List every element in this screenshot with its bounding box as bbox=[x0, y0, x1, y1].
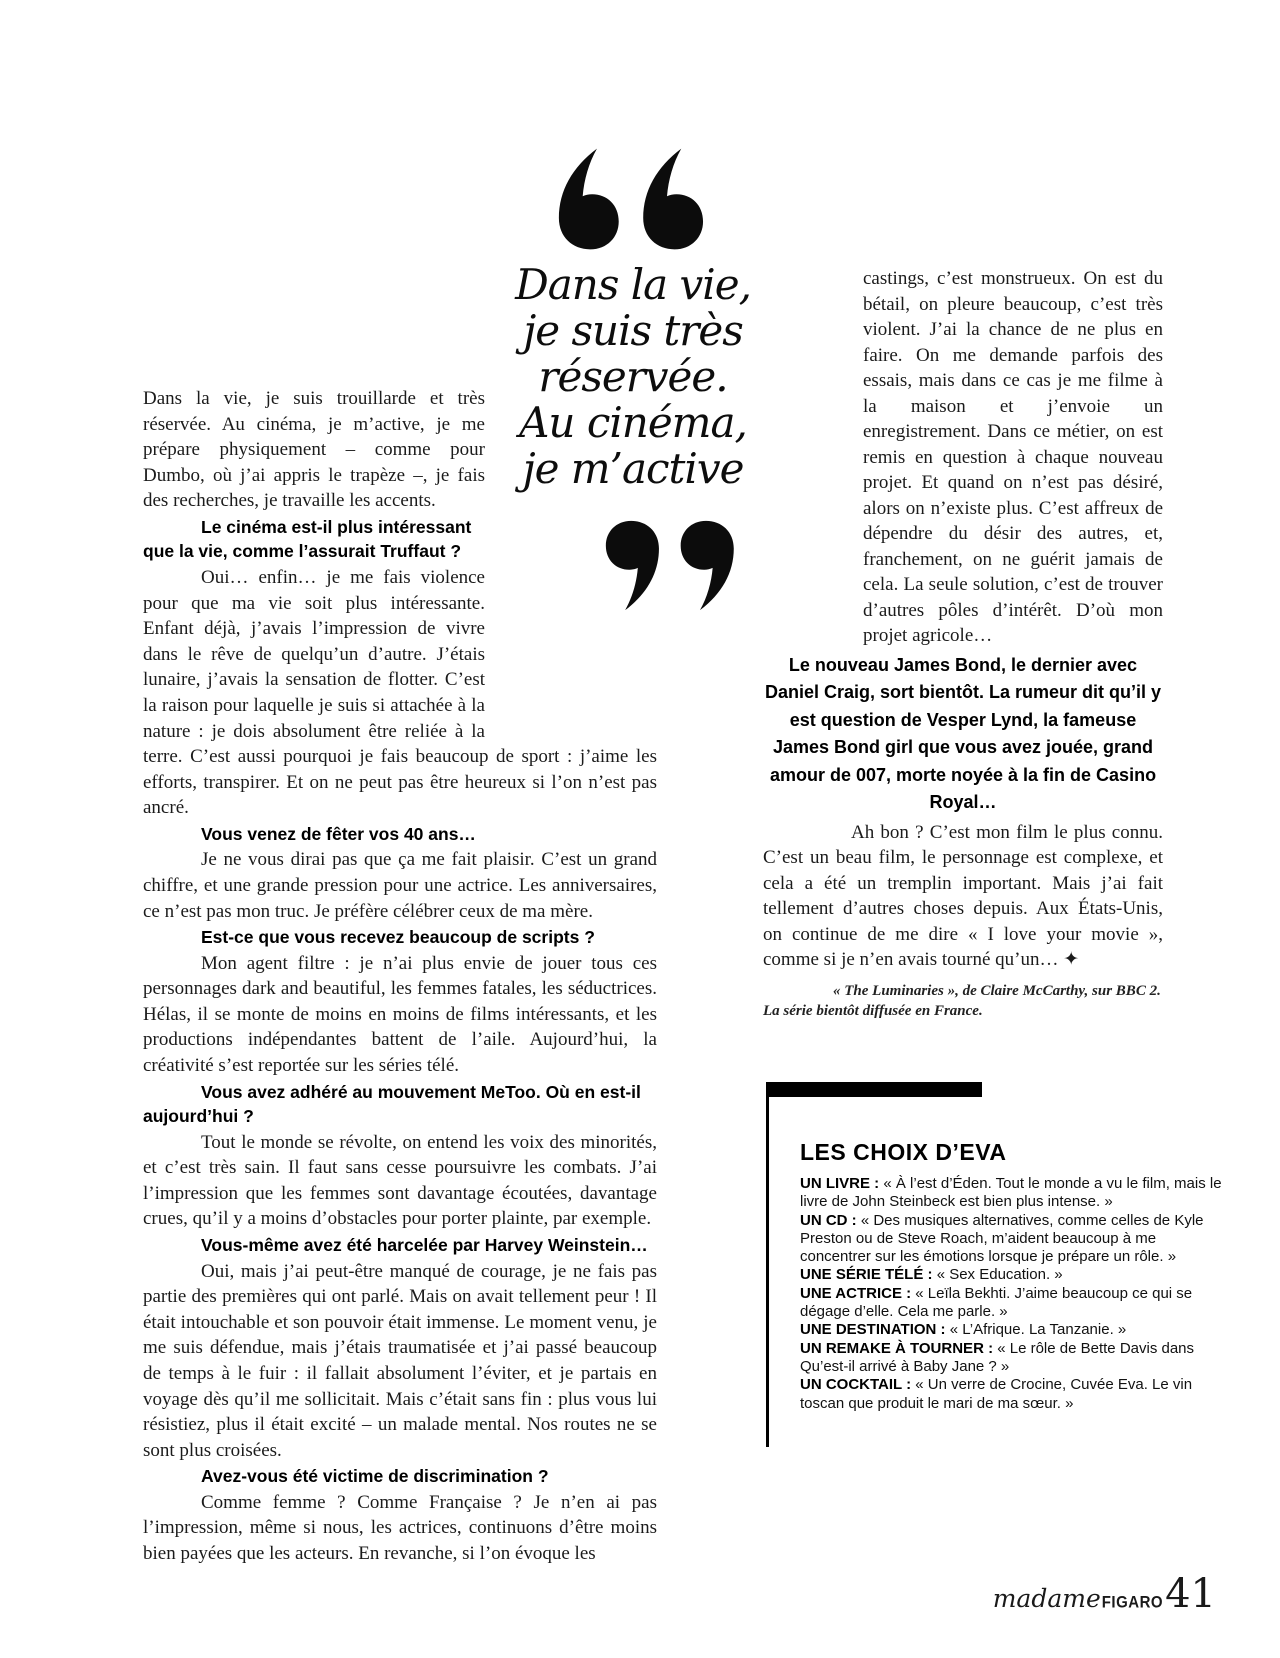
page-footer: madame FIGARO 41 bbox=[992, 1571, 1216, 1617]
magazine-logo-figaro: FIGARO bbox=[1101, 1593, 1164, 1612]
choice-text: « À l’est d’Éden. Tout le monde a vu le film, mais le livre de John Steinbeck est bien plus intense. » bbox=[800, 1175, 1222, 1211]
answer-paragraph: Comme femme ? Comme Française ? Je n’en ai pas l’impression, même si nous, les actrices, continuons d’être moins bien payées que les acteurs. En revanche, si l’on évoque les bbox=[143, 1491, 657, 1564]
pull-quote-line: réservée. bbox=[538, 352, 728, 401]
pull-quote-line: Dans la vie, bbox=[515, 260, 751, 309]
question-paragraph: Vous venez de fêter vos 40 ans… bbox=[201, 823, 476, 844]
open-quote-icon bbox=[554, 148, 712, 250]
choice-item bbox=[800, 1266, 1230, 1284]
choice-item bbox=[800, 1285, 1230, 1322]
choice-text: « L’Afrique. La Tanzanie. » bbox=[949, 1321, 1127, 1339]
choice-label: UN CD : bbox=[800, 1211, 857, 1229]
interview-right-column bbox=[763, 266, 1163, 1021]
answer-paragraph: Je ne vous dirai pas que ça me fait plaisir. C’est un grand chiffre, et une grande pression pour une actrice. Les anniversaires, ce n’est pas mon truc. Je préfère célébrer ceux de ma mère. bbox=[143, 849, 657, 922]
choice-text: « Leïla Bekhti. J’aime beaucoup ce qui se dégage d’elle. Cela me parle. » bbox=[800, 1284, 1193, 1321]
choices-list bbox=[800, 1175, 1230, 1413]
choice-label: UN LIVRE : bbox=[800, 1175, 880, 1192]
text-wrap-spacer bbox=[485, 386, 657, 722]
answer-paragraph: Tout le monde se révolte, on entend les voix des minorités, et c’est très sain. Il faut sans cesse poursuivre les combats. J’ai l’impression que les femmes sont davantage écoutées, davantage crues, qu’il y a moins d’obstacles pour porter plainte, par exemple. bbox=[143, 1131, 657, 1230]
choice-label: UN REMAKE À TOURNER : bbox=[800, 1339, 994, 1357]
pull-quote-line: Au cinéma, bbox=[519, 398, 747, 447]
question-paragraph: Le cinéma est-il plus intéressant que la vie, comme l’assurait Truffaut ? bbox=[143, 516, 472, 562]
choices-box-top-bar bbox=[766, 1082, 982, 1097]
source-note: « The Luminaries », de Claire McCarthy, sur BBC 2. La série bientôt diffusée en France. bbox=[763, 982, 1161, 1019]
text-wrap-spacer bbox=[763, 266, 863, 628]
answer-paragraph: Dans la vie, je suis trouillarde et très réservée. Au cinéma, je m’active, je me prépare physiquement – comme pour Dumbo, où j’ai appris le trapèze –, je fais des recherches, je travaille les accents. bbox=[143, 388, 485, 512]
choice-label: UN COCKTAIL : bbox=[800, 1376, 912, 1394]
question-paragraph: Avez-vous été victime de discrimination ? bbox=[201, 1466, 549, 1487]
choice-text: « Un verre de Crocine, Cuvée Eva. Le vin toscan que produit le mari de ma sœur. » bbox=[800, 1376, 1193, 1412]
choices-box bbox=[766, 1082, 1230, 1447]
pull-quote-line: je suis très bbox=[523, 306, 743, 355]
question-paragraph: Vous avez adhéré au mouvement MeToo. Où en est-il aujourd’hui ? bbox=[143, 1081, 641, 1127]
choice-text: « Des musiques alternatives, comme celles de Kyle Preston ou de Steve Roach, m’aident beaucoup à me concentrer sur les émotions lorsque je prépare un rôle. » bbox=[800, 1211, 1204, 1266]
choice-label: UNE SÉRIE TÉLÉ : bbox=[800, 1266, 933, 1284]
question-paragraph: Est-ce que vous recevez beaucoup de scripts ? bbox=[201, 927, 595, 948]
choice-item bbox=[800, 1376, 1230, 1413]
pull-quote-line: je m’active bbox=[522, 444, 744, 493]
choice-text: « Le rôle de Bette Davis dans Qu’est-il arrivé à Baby Jane ? » bbox=[800, 1339, 1195, 1375]
answer-paragraph: castings, c’est monstrueux. On est du bétail, on pleure beaucoup, c’est très violent. J’ai la chance de ne plus en faire. On me demande parfois des essais, mais dans ce cas je me filme à la maison et j’envoie un enregistrement. Dans ce métier, on est remis en question à chaque nouveau projet. Et quand on n’est pas désiré, alors on n’existe plus. C’est affreux de dépendre du désir des autres, et, franchement, on ne guérit jamais de cela. La seule solution, c’est de trouver d’autres pôles d’intérêt. D’où mon projet agricole… bbox=[863, 268, 1163, 646]
magazine-logo-madame: madame bbox=[992, 1584, 1101, 1613]
choice-item bbox=[800, 1340, 1230, 1377]
answer-paragraph: Mon agent filtre : je n’ai plus envie de jouer tous ces personnages dark and beautiful, les femmes fatales, les séductrices. Hélas, il se monte de moins en moins de films intéressants, et les productions indépendantes battent de l’aile. Aujourd’hui, la créativité s’est reportée sur les séries télé. bbox=[143, 952, 657, 1077]
answer-paragraph: Ah bon ? C’est mon film le plus connu. C’est un beau film, le personnage est complexe, et cela a été un tremplin important. Mais j’ai fait tellement d’autres choses depuis. Aux États-Unis, on continue de me dire « I love your movie », comme si je n’en avais tourné qu’un… ✦ bbox=[763, 821, 1163, 970]
choice-item bbox=[800, 1321, 1230, 1339]
choices-box-title: LES CHOIX D’EVA bbox=[800, 1139, 1007, 1165]
answer-paragraph: Oui, mais j’ai peut-être manqué de courage, je ne fais pas partie des premières qui ont parlé. Mais on avait tellement peur ! Il était intouchable et son pouvoir était immense. Le moment venu, je me suis défendue, mais j’étais traumatisée et j’ai passé beaucoup de temps à le fuir : il fallait absolument l’éviter, et je partais en voyage dès qu’il me sollicitait. Mais c’était sans fin : plus vous lui résistiez, plus il était excité – un malade mental. Nos routes ne se sont plus croisées. bbox=[143, 1260, 657, 1461]
choice-label: UNE ACTRICE : bbox=[800, 1284, 912, 1302]
answer-paragraph: Oui… enfin… je me fais violence pour que ma vie soit plus intéressante. Enfant déjà, j’avais l’impression de vivre dans le rêve de quelqu’un d’autre. J’étais lunaire, j’avais la sensation de flotter. C’est la raison pour laquelle je suis si attachée à la nature : je dois absolument être reliée à la terre. C’est aussi pourquoi je fais beaucoup de sport : j’aime les efforts, transpirer. Et on ne peut pas être heureux si l’on n’est pas ancré. bbox=[143, 566, 657, 819]
choice-item bbox=[800, 1175, 1230, 1212]
question-paragraph: Le nouveau James Bond, le dernier avec Daniel Craig, sort bientôt. La rumeur dit qu’il y est question de Vesper Lynd, la fameuse James Bond girl que vous avez jouée, grand amour de 007, morte noyée à la fin de Casino Royal… bbox=[764, 654, 1162, 812]
choice-item bbox=[800, 1212, 1230, 1267]
choice-label: UNE DESTINATION : bbox=[800, 1321, 946, 1339]
question-paragraph: Vous-même avez été harcelée par Harvey Weinstein… bbox=[201, 1235, 648, 1256]
choice-text: « Sex Education. » bbox=[936, 1266, 1063, 1284]
interview-left-column bbox=[143, 386, 657, 1567]
